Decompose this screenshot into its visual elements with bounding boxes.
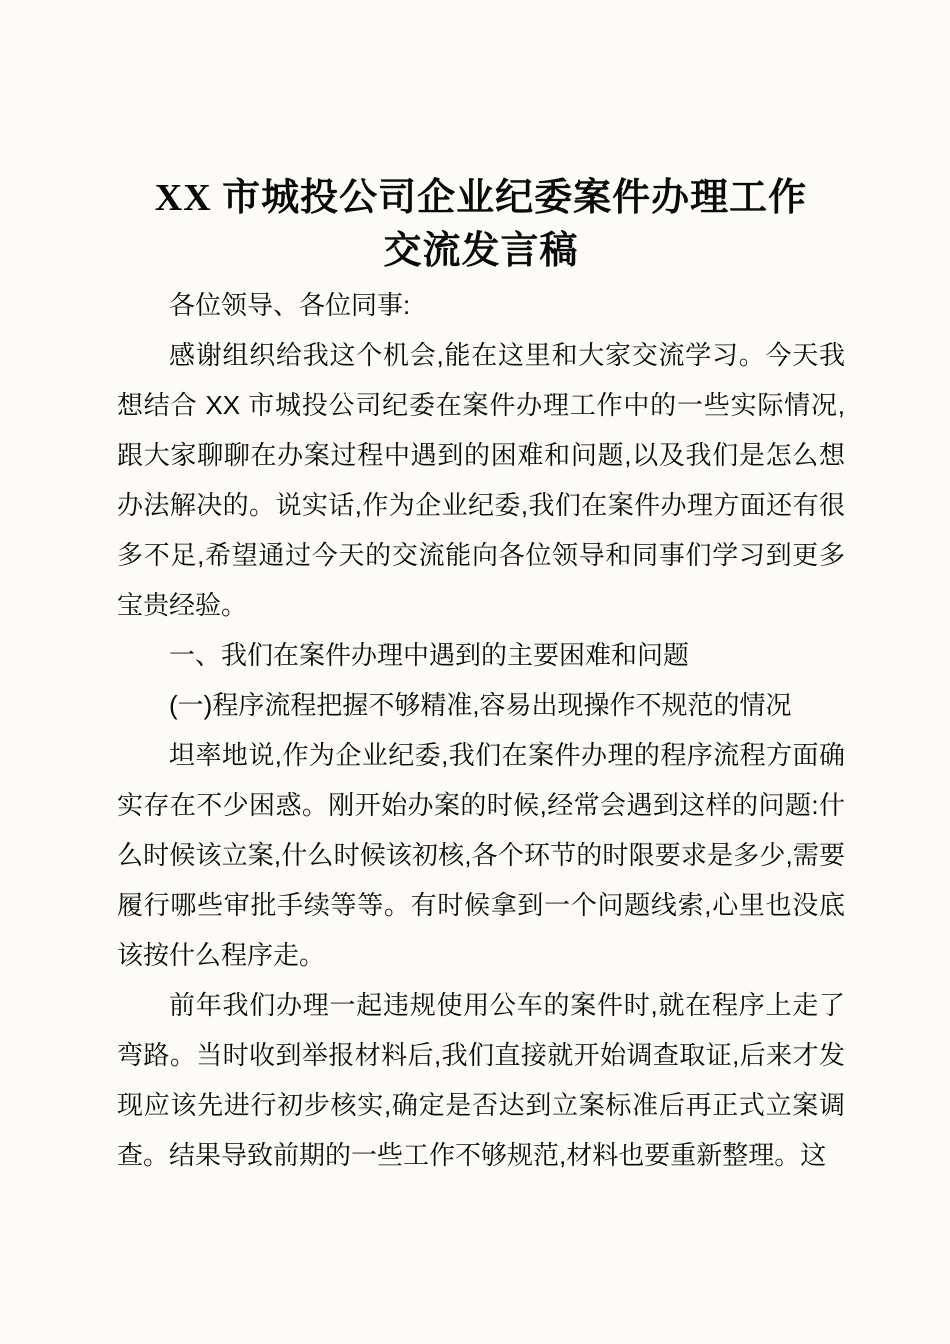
paragraph-salutation: 各位领导、各位同事: [169, 290, 411, 320]
paragraph-case-example: 前年我们办理一起违规使用公车的案件时,就在程序上走了弯路。当时收到举报材料后,我们直接就开始调查取证,后来才发现应该先进行初步核实,确定是否达到立案标准后再正式立案调查。结果导致前期的一些工作不够规范,材料也要重新整理。这 [117, 990, 845, 1170]
paragraph-procedure-confusion: 坦率地说,作为企业纪委,我们在案件办理的程序流程方面确实存在不少困惑。刚开始办案的时候,经常会遇到这样的问题:什么时候该立案,什么时候该初核,各个环节的时限要求是多少,需要履行哪些审批手续等等。有时候拿到一个问题线索,心里也没底该按什么程序走。 [117, 740, 845, 970]
document-title-line-1: XX 市城投公司企业纪委案件办理工作 [154, 177, 808, 219]
document-title-line-2: 交流发言稿 [383, 230, 579, 272]
heading-subsection-1-1: (一)程序流程把握不够精准,容易出现操作不规范的情况 [169, 690, 792, 720]
paragraph-intro: 感谢组织给我这个机会,能在这里和大家交流学习。今天我想结合 XX 市城投公司纪委在案件办理工作中的一些实际情况,跟大家聊聊在办案过程中遇到的困难和问题,以及我们是怎么想办法解决的。说实话,作为企业纪委,我们在案件办理方面还有很多不足,希望通过今天的交流能向各位领导和同事们学习到更多宝贵经验。 [117, 340, 845, 620]
heading-section-1: 一、我们在案件办理中遇到的主要困难和问题 [169, 640, 690, 670]
document-text-column [117, 0, 845, 1180]
document-body [117, 280, 845, 1180]
document-title [117, 172, 845, 278]
